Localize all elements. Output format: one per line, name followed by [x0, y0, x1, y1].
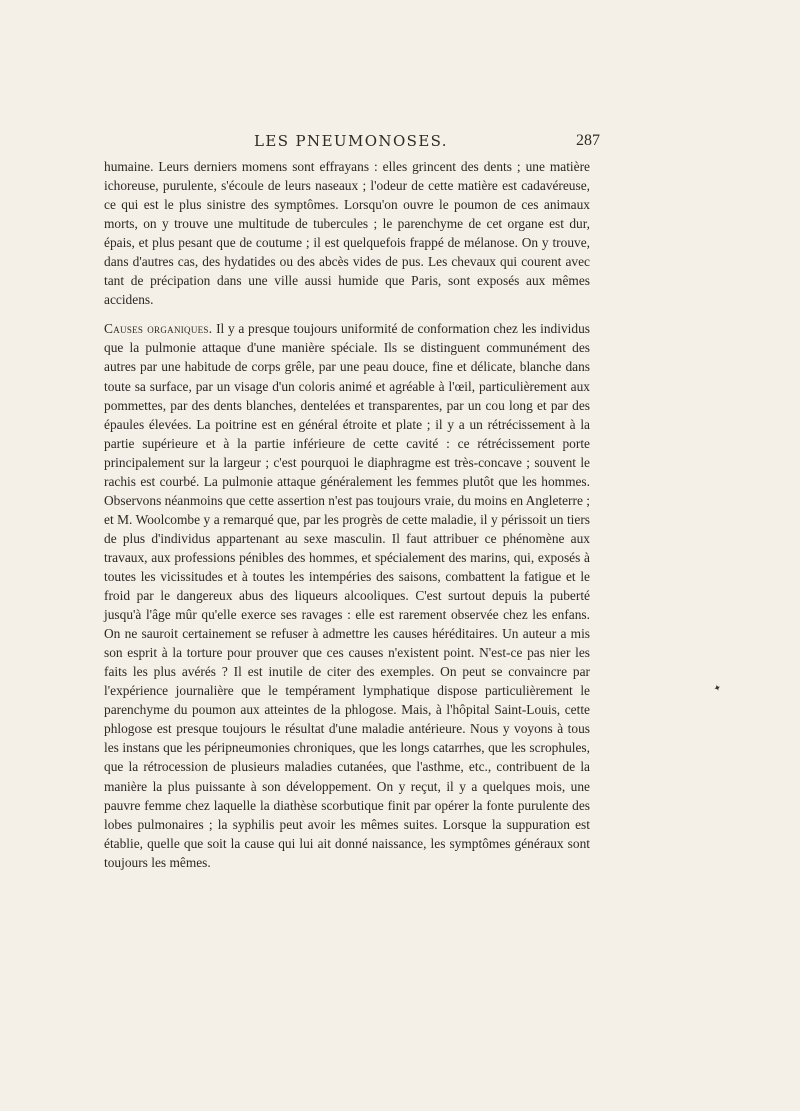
paragraph-2 [104, 319, 590, 871]
paragraph-1: humaine. Leurs derniers momens sont effrayans : elles grincent des dents ; une matière ichoreuse, purulente, s'écoule de leurs naseaux ; l'odeur de cette matière est cadavéreuse, ce qui est le plus sinistre des symptômes. Lorsqu'on ouvre le poumon de ces animaux morts, on y trouve une multitude de tubercules ; le parenchyme de cet organe est dur, épais, et plus pesant que de coutume ; il est quelquefois frappé de mélanose. On y trouve, dans d'autres cas, des hydatides ou des abcès vides de pus. Les chevaux qui courent avec tant de précipation dans une ville aussi humide que Paris, sont exposés aux mêmes accidens. [104, 159, 590, 308]
page-number: 287 [576, 132, 600, 149]
section-lead: Causes organiques. [104, 321, 213, 337]
paragraph-2-text: Il y a presque toujours uniformité de conformation chez les individus que la pulmonie attaque d'une manière spéciale. Ils se distinguent communément des autres par une habitude de corps grêle, par une peau douce, fine et délicate, blanche dans toute sa surface, par un visage d'un coloris animé et agréable à l'œil, particulièrement aux pommettes, par des dents blanches, dentelées et transparentes, par un cou long et par des épaules élevées. La poitrine est en général étroite et plate ; il y a un rétrécissement à la partie supérieure et à la partie inférieure de cette cavité : ce rétrécissement porte principalement sur la largeur ; c'est pourquoi le diaphragme est très-concave ; souvent le rachis est courbé. La pulmonie attaque généralement les femmes plutôt que les hommes. Observons néanmoins que cette assertion n'est pas toujours vraie, du moins en Angleterre ; et M. Woolcombe y a remarqué que, par les progrès de cette maladie, il y périssoit un tiers de plus d'individus appartenant au sexe masculin. Il faut attribuer ce phénomène aux travaux, aux professions pénibles des hommes, et spécialement des marins, qui, exposés à toutes les vicissitudes et à toutes les intempéries des saisons, combattent la fatigue et le froid par le dangereux abus des liqueurs alcooliques. C'est surtout depuis la puberté jusqu'à l'âge mûr qu'elle exerce ses ravages : elle est rarement observée chez les enfans. On ne sauroit certainement se refuser à admettre les causes héréditaires. Un auteur a mis son esprit à la torture pour prouver que ces causes n'existent point. N'est-ce pas nier les faits les plus avérés ? Il est inutile de citer des exemples. On peut se convaincre par l'expérience journalière que le tempérament lymphatique dispose particulièrement le parenchyme du poumon aux atteintes de la phlogose. Mais, à l'hôpital Saint-Louis, cette phlogose est presque toujours le résultat d'une maladie antérieure. Nous y voyons à tous les instans que les péripneumonies chroniques, que les longs catarrhes, que les scrophules, que la rétrocession de plusieurs maladies cutanées, que l'asthme, etc., contribuent de la manière la plus puissante à son développement. On y reçut, il y a quelques mois, une pauvre femme chez laquelle la diathèse scorbutique finit par opérer la fonte purulente des lobes pulmonaires ; la syphilis peut avoir les mêmes suites. Lorsque la suppuration est établie, quelle que soit la cause qui lui ait donné naissance, les symptômes généraux sont toujours les mêmes. [104, 321, 590, 870]
running-head: LES PNEUMONOSES. [254, 132, 448, 150]
body-text [104, 157, 590, 872]
margin-mark-icon: ✦ [712, 683, 724, 695]
page-header [104, 132, 600, 154]
